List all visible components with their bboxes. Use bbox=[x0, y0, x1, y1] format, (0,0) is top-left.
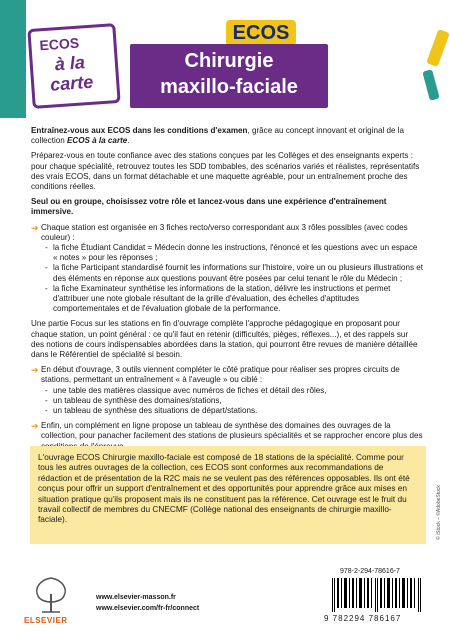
logo-line2: à la bbox=[54, 52, 86, 75]
bullet-online-text: Enfin, un complément en ligne propose un tableau de synthèse des domaines des ouvrages de la collection, pour panacher facilement des stations de plusieurs spécialités et se rapprocher encore plus des bbox=[41, 421, 423, 441]
paragraph-3: Seul ou en groupe, choisissez votre rôle et lancez-vous dans une expérience d'entraînement immersive. bbox=[31, 197, 387, 217]
intro-rest: , grâce au concept innovant et original de la collection bbox=[31, 126, 405, 146]
photo-credit: © iStock – ©AdobeStock bbox=[436, 485, 442, 540]
logo-line1: ECOS bbox=[38, 34, 80, 54]
title-box bbox=[130, 44, 328, 108]
arrow-icon: ➔ bbox=[31, 222, 39, 233]
badge-label: ECOS bbox=[232, 22, 290, 44]
collection-logo bbox=[27, 23, 120, 109]
sub-item-text: la fiche Participant standardisé fournit les informations sur l'histoire, voire un ou plusieurs illustrations et des éléments en réponse aux questions pouvant être posées par celui tenant le rôle du Médecin ; bbox=[53, 263, 423, 283]
arrow-icon: ➔ bbox=[31, 365, 39, 376]
link-masson[interactable]: www.elsevier-masson.fr bbox=[96, 594, 176, 601]
isbn: 978-2-294-78616-7 bbox=[340, 568, 400, 575]
elsevier-tree-logo bbox=[28, 574, 74, 614]
ecos-badge bbox=[226, 20, 296, 46]
barcode-number: 9 782294 786167 bbox=[324, 614, 402, 623]
teal-shape bbox=[422, 69, 439, 101]
publisher-links bbox=[96, 592, 199, 614]
bullet-tools-text: En début d'ouvrage, 3 outils viennent compléter le côté pratique pour réaliser ses propres circuits de stations, permettant un entraînement « à l'aveugle » ou ciblé : bbox=[41, 365, 400, 385]
intro-paragraph bbox=[31, 126, 423, 146]
sub-item: - la fiche Participant standardisé fournit les informations sur l'histoire, voire un ou plusieurs illustrations et des éléments en réponse aux questions pouvant être posées par celui tenant le rôle du Médecin ; bbox=[45, 263, 423, 283]
intro-collection: ECOS à la carte bbox=[67, 136, 128, 146]
decorative-shapes bbox=[410, 0, 450, 118]
summary-box bbox=[30, 446, 426, 544]
sub-item: - la fiche Étudiant Candidat = Médecin donne les instructions, l'énoncé et les questions avec un espace « notes » pour les réponses ; bbox=[45, 243, 418, 263]
summary-text: L'ouvrage ECOS Chirurgie maxillo-faciale est composé de 18 stations de la spécialité. Comme pour tous les autres ouvrages de la collection, ces ECOS sont conformes aux recommandations de rédaction et de présentation de la R2C mais ne se veulent pas des références opposables. Ils ont été conçus pour offrir un support d'entraînement et des opportunités pour apprendre grâce aux mises en situation pratique qu'ils proposent mais ils ne constituent pas la référence. Cet ouvrage est le fruit du travail collectif de membres du CNECMF (Collège national des enseignants de chirurgie maxillo-faciale). bbox=[38, 452, 410, 525]
publisher-name: ELSEVIER bbox=[24, 616, 68, 625]
teal-stripe bbox=[0, 0, 26, 118]
sub-item-text: la fiche Étudiant Candidat = Médecin donne les instructions, l'énoncé et les questions avec un espace « notes » pour les réponses ; bbox=[53, 243, 418, 263]
paragraph-focus: Une partie Focus sur les stations en fin d'ouvrage complète l'approche pédagogique en proposant pour chaque station, un point général : ce qu'il faut en retenir (difficultés, pièges, réflexes...), et des rappels sur des notions de cours indispensables abordées dans la station, qui pourront être revues de manière détaillée dans le Référentiel de spécialité si besoin. bbox=[31, 319, 418, 360]
sub-item: - un tableau de synthèse des situations de départ/stations. bbox=[45, 406, 258, 416]
arrow-icon: ➔ bbox=[31, 421, 39, 432]
title-line2: maxillo-faciale bbox=[160, 76, 298, 98]
barcode bbox=[330, 578, 426, 612]
link-connect[interactable]: www.elsevier.com/fr-fr/connect bbox=[96, 605, 200, 612]
bullet-roles bbox=[31, 223, 423, 315]
paragraph-2: Préparez-vous en toute confiance avec des stations conçues par les Collèges et des enseignants experts : pour chaque spécialité, retrouvez toutes les SDD tombables, des scénarios variés et réalistes, représentatifs des vrais ECOS, dans un format détachable et une maquette agréable, pour un entraînement proche des conditions réelles. bbox=[31, 151, 420, 192]
bullet-roles-text: Chaque station est organisée en 3 fiches recto/verso correspondant aux 3 rôles possibles (avec codes couleur) : bbox=[41, 222, 408, 242]
logo-line3: carte bbox=[49, 71, 94, 95]
intro-bold: Entraînez-vous aux ECOS dans les conditions d'examen bbox=[31, 126, 248, 135]
yellow-shape bbox=[426, 29, 450, 67]
intro-end: . bbox=[127, 136, 130, 146]
sub-item-text: un tableau de synthèse des domaines/stations, bbox=[53, 395, 222, 405]
sub-item: - la fiche Examinateur synthétise les informations de la station, délivre les instructions et permet d'attribuer une note globale résultant de la grille d'évaluation, des échelles d'aptitudes comportementales et de l'évaluation globale de la performance. bbox=[45, 283, 391, 314]
title-line1: Chirurgie bbox=[184, 50, 274, 72]
bullet-tools bbox=[31, 365, 423, 416]
back-cover-text bbox=[31, 126, 423, 457]
sub-item-text: la fiche Examinateur synthétise les informations de la station, délivre les instructions et permet d'attribuer une note globale résultant de la grille d'évaluation, des échelles d'aptitudes comportementales et de l'évaluation globale de la performance. bbox=[53, 283, 391, 314]
footer bbox=[0, 566, 450, 636]
sub-item-text: un tableau de synthèse des situations de départ/stations. bbox=[53, 406, 258, 416]
sub-item-text: une table des matières classique avec numéros de fiches et détail des rôles, bbox=[53, 385, 327, 395]
sub-item: - un tableau de synthèse des domaines/stations, bbox=[45, 395, 222, 405]
cover-header bbox=[0, 0, 450, 118]
sub-item: - une table des matières classique avec numéros de fiches et détail des rôles, bbox=[45, 385, 327, 395]
